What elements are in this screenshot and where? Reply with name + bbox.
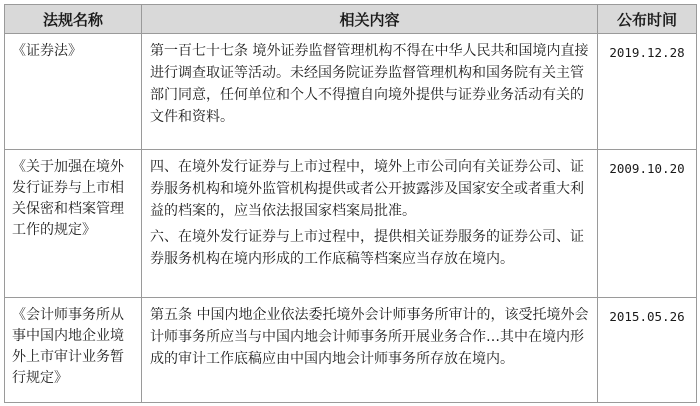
publish-date: 2009.10.20 [598,150,697,298]
table-row [5,298,697,403]
regulation-content [142,150,598,298]
header-row [5,5,697,34]
header-name: 法规名称 [5,5,142,34]
regulation-name: 《关于加强在境外发行证券与上市相关保密和档案管理工作的规定》 [5,150,142,298]
publish-date: 2019.12.28 [598,34,697,150]
regulation-content [142,298,598,403]
content-paragraph: 第一百七十七条 境外证券监督管理机构不得在中华人民共和国境内直接进行调查取证等活动。未经国务院证券监督管理机构和国务院有关主管部门同意，任何单位和个人不得擅自向境外提供与证券业务活动有关的文件和资料。 [150,43,589,125]
header-date: 公布时间 [598,5,697,34]
content-paragraph: 第五条 中国内地企业依法委托境外会计师事务所审计的，该受托境外会计师事务所应当与中国内地会计师事务所开展业务合作…其中在境内形成的审计工作底稿应由中国内地会计师事务所存放在境内。 [150,307,589,367]
content-paragraph: 六、在境外发行证券与上市过程中，提供相关证券服务的证券公司、证券服务机构在境内形成的工作底稿等档案应当存放在境内。 [150,229,584,267]
publish-date: 2015.05.26 [598,298,697,403]
regulation-name: 《证券法》 [5,34,142,150]
regulations-table [4,4,697,403]
regulation-content [142,34,598,150]
regulation-name: 《会计师事务所从事中国内地企业境外上市审计业务暂行规定》 [5,298,142,403]
content-paragraph: 四、在境外发行证券与上市过程中，境外上市公司向有关证券公司、证券服务机构和境外监管机构提供或者公开披露涉及国家安全或者重大利益的档案的，应当依法报国家档案局批准。 [150,159,584,219]
header-content: 相关内容 [142,5,598,34]
table-row [5,34,697,150]
table-row [5,150,697,298]
